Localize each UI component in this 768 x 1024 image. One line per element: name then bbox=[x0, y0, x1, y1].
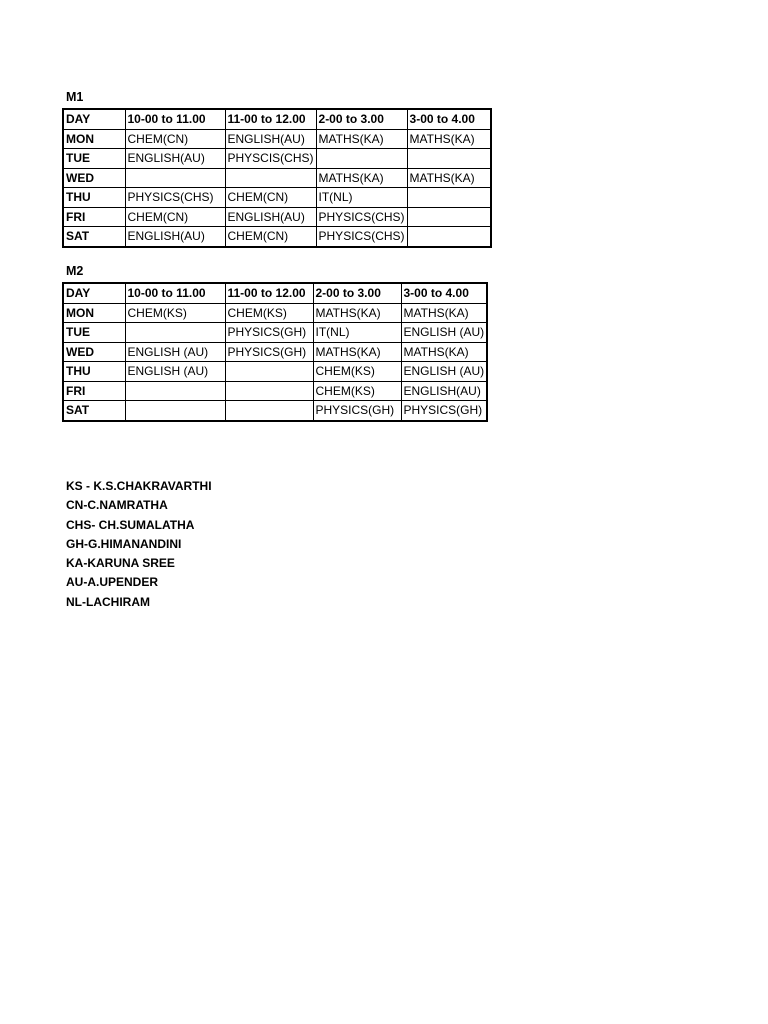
table-row bbox=[63, 401, 487, 421]
period-cell: PHYSICS(CHS) bbox=[316, 227, 407, 247]
period-cell: MATHS(KA) bbox=[407, 129, 491, 149]
table-row bbox=[63, 149, 491, 169]
period-cell bbox=[125, 168, 225, 188]
header-row bbox=[63, 109, 491, 129]
legend-item: CN-C.NAMRATHA bbox=[66, 498, 168, 513]
column-header: 3-00 to 4.00 bbox=[407, 109, 491, 129]
period-cell: CHEM(KS) bbox=[225, 303, 313, 323]
day-cell: WED bbox=[63, 342, 125, 362]
period-cell: ENGLISH (AU) bbox=[401, 362, 487, 382]
period-cell: PHYSICS(GH) bbox=[225, 342, 313, 362]
header-row bbox=[63, 283, 487, 303]
period-cell: ENGLISH(AU) bbox=[125, 227, 225, 247]
column-header: DAY bbox=[63, 283, 125, 303]
m2-title: M2 bbox=[66, 264, 84, 278]
table-row bbox=[63, 362, 487, 382]
period-cell bbox=[125, 401, 225, 421]
column-header: 2-00 to 3.00 bbox=[316, 109, 407, 129]
day-cell: THU bbox=[63, 362, 125, 382]
period-cell: CHEM(CN) bbox=[225, 227, 316, 247]
table-row bbox=[63, 227, 491, 247]
table-row bbox=[63, 381, 487, 401]
period-cell bbox=[407, 149, 491, 169]
period-cell: PHYSICS(CHS) bbox=[125, 188, 225, 208]
legend-item: AU-A.UPENDER bbox=[66, 575, 159, 590]
legend-item: KA-KARUNA SREE bbox=[66, 556, 175, 571]
period-cell: MATHS(KA) bbox=[316, 168, 407, 188]
m1-timetable bbox=[62, 108, 492, 248]
period-cell bbox=[225, 362, 313, 382]
table-row bbox=[63, 303, 487, 323]
column-header: 11-00 to 12.00 bbox=[225, 283, 313, 303]
period-cell: MATHS(KA) bbox=[401, 303, 487, 323]
period-cell bbox=[125, 381, 225, 401]
period-cell: ENGLISH(AU) bbox=[125, 149, 225, 169]
period-cell: PHYSICS(GH) bbox=[401, 401, 487, 421]
day-cell: MON bbox=[63, 303, 125, 323]
period-cell: CHEM(CN) bbox=[125, 207, 225, 227]
table-row bbox=[63, 323, 487, 343]
period-cell: CHEM(KS) bbox=[313, 381, 401, 401]
period-cell: ENGLISH (AU) bbox=[125, 342, 225, 362]
day-cell: FRI bbox=[63, 207, 125, 227]
column-header: 3-00 to 4.00 bbox=[401, 283, 487, 303]
period-cell: ENGLISH(AU) bbox=[225, 129, 316, 149]
column-header: 10-00 to 11.00 bbox=[125, 283, 225, 303]
period-cell: MATHS(KA) bbox=[401, 342, 487, 362]
day-cell: MON bbox=[63, 129, 125, 149]
day-cell: TUE bbox=[63, 323, 125, 343]
period-cell: MATHS(KA) bbox=[316, 129, 407, 149]
period-cell: CHEM(KS) bbox=[125, 303, 225, 323]
period-cell bbox=[225, 168, 316, 188]
day-cell: WED bbox=[63, 168, 125, 188]
period-cell: PHYSICS(CHS) bbox=[316, 207, 407, 227]
period-cell: IT(NL) bbox=[313, 323, 401, 343]
period-cell: PHYSICS(GH) bbox=[225, 323, 313, 343]
period-cell: PHYSICS(GH) bbox=[313, 401, 401, 421]
period-cell: CHEM(KS) bbox=[313, 362, 401, 382]
teacher-legend bbox=[66, 477, 212, 612]
legend-item: NL-LACHIRAM bbox=[66, 594, 150, 609]
legend-item: KS - K.S.CHAKRAVARTHI bbox=[66, 479, 212, 493]
period-cell: ENGLISH(AU) bbox=[401, 381, 487, 401]
period-cell: MATHS(KA) bbox=[313, 342, 401, 362]
day-cell: THU bbox=[63, 188, 125, 208]
column-header: 10-00 to 11.00 bbox=[125, 109, 225, 129]
column-header: 2-00 to 3.00 bbox=[313, 283, 401, 303]
column-header: DAY bbox=[63, 109, 125, 129]
period-cell bbox=[407, 227, 491, 247]
period-cell: MATHS(KA) bbox=[313, 303, 401, 323]
period-cell: CHEM(CN) bbox=[125, 129, 225, 149]
day-cell: SAT bbox=[63, 227, 125, 247]
period-cell bbox=[125, 323, 225, 343]
column-header: 11-00 to 12.00 bbox=[225, 109, 316, 129]
period-cell bbox=[225, 401, 313, 421]
m1-title: M1 bbox=[66, 90, 84, 104]
legend-item: CHS- CH.SUMALATHA bbox=[66, 517, 195, 532]
day-cell: TUE bbox=[63, 149, 125, 169]
period-cell: IT(NL) bbox=[316, 188, 407, 208]
table-row bbox=[63, 207, 491, 227]
legend-item: GH-G.HIMANANDINI bbox=[66, 536, 182, 551]
period-cell: PHYSCIS(CHS) bbox=[225, 149, 316, 169]
period-cell bbox=[407, 207, 491, 227]
table-row bbox=[63, 129, 491, 149]
table-row bbox=[63, 168, 491, 188]
period-cell: ENGLISH(AU) bbox=[225, 207, 316, 227]
table-row bbox=[63, 188, 491, 208]
period-cell bbox=[225, 381, 313, 401]
period-cell bbox=[407, 188, 491, 208]
period-cell: MATHS(KA) bbox=[407, 168, 491, 188]
table-row bbox=[63, 342, 487, 362]
period-cell: ENGLISH (AU) bbox=[401, 323, 487, 343]
day-cell: FRI bbox=[63, 381, 125, 401]
day-cell: SAT bbox=[63, 401, 125, 421]
period-cell: ENGLISH (AU) bbox=[125, 362, 225, 382]
period-cell: CHEM(CN) bbox=[225, 188, 316, 208]
period-cell bbox=[316, 149, 407, 169]
m2-timetable bbox=[62, 282, 488, 422]
